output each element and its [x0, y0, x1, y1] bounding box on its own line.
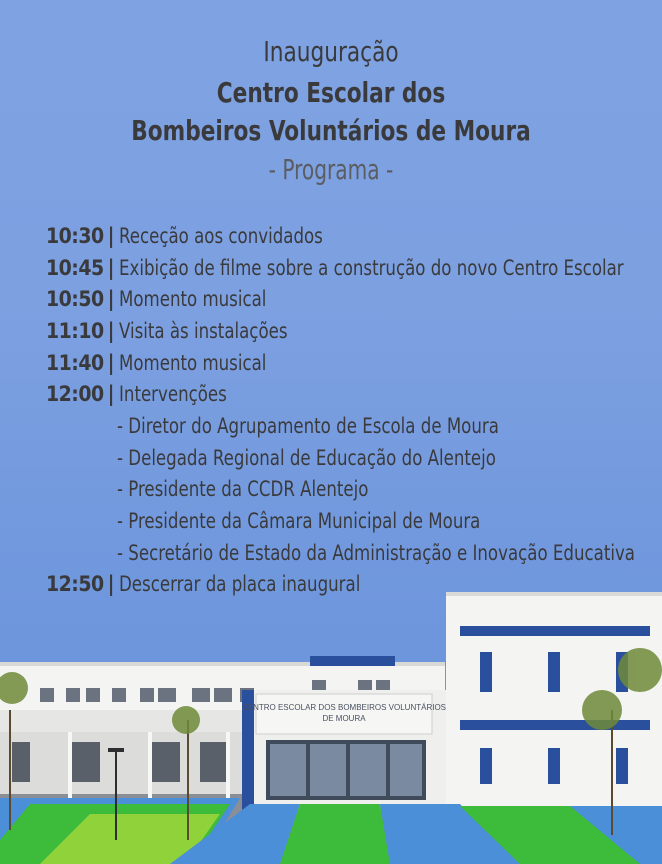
- schedule-separator: |: [107, 572, 115, 597]
- schedule-time: 10:30: [46, 223, 104, 248]
- schedule-item: [46, 315, 656, 347]
- schedule-label: Descerrar da placa inaugural: [118, 572, 360, 597]
- schedule-label: Intervenções: [118, 382, 227, 407]
- school-name-line-1: Centro Escolar dos: [216, 76, 446, 109]
- speaker-item: [46, 410, 656, 442]
- schedule-label: Exibição de filme sobre a construção do novo Centro Escolar: [118, 255, 624, 280]
- speaker-item: [46, 505, 656, 537]
- schedule-time: 10:45: [46, 255, 104, 280]
- speaker-label: - Diretor do Agrupamento de Escola de Moura: [117, 413, 499, 438]
- speaker-label: - Presidente da CCDR Alentejo: [117, 477, 369, 502]
- schedule-separator: |: [107, 318, 115, 343]
- school-building-photo: [0, 590, 662, 864]
- event-type: Inauguração: [263, 35, 399, 68]
- schedule-separator: |: [107, 382, 115, 407]
- schedule-time: 12:50: [46, 572, 104, 597]
- schedule-label: Visita às instalações: [118, 318, 288, 343]
- building-sign-line-2: DE MOURA: [322, 714, 366, 723]
- schedule-label: Momento musical: [118, 287, 266, 312]
- schedule-time: 11:10: [46, 318, 104, 343]
- speaker-item: [46, 537, 656, 569]
- speaker-item: [46, 474, 656, 506]
- school-name-line-2: Bombeiros Voluntários de Moura: [131, 114, 531, 147]
- invitation-header: [0, 30, 662, 190]
- schedule-label: Momento musical: [118, 350, 266, 375]
- schedule-item: [46, 378, 656, 410]
- schedule-time: 11:40: [46, 350, 104, 375]
- schedule-item: [46, 252, 656, 284]
- speaker-label: - Delegada Regional de Educação do Alentejo: [117, 445, 496, 470]
- schedule-item: [46, 347, 656, 379]
- schedule-item: [46, 220, 656, 252]
- programme-subtitle: - Programa -: [268, 153, 394, 186]
- schedule-time: 10:50: [46, 287, 104, 312]
- programme-schedule: [46, 220, 656, 600]
- schedule-label: Receção aos convidados: [118, 223, 323, 248]
- speaker-item: [46, 442, 656, 474]
- speaker-label: - Secretário de Estado da Administração e Inovação Educativa: [117, 540, 636, 565]
- speaker-label: - Presidente da Câmara Municipal de Moura: [117, 509, 481, 534]
- schedule-separator: |: [107, 350, 115, 375]
- schedule-separator: |: [107, 255, 115, 280]
- schedule-separator: |: [107, 287, 115, 312]
- building-sign-line-1: CENTRO ESCOLAR DOS BOMBEIROS VOLUNTÁRIOS: [241, 703, 447, 712]
- schedule-item: [46, 283, 656, 315]
- schedule-separator: |: [107, 223, 115, 248]
- schedule-time: 12:00: [46, 382, 104, 407]
